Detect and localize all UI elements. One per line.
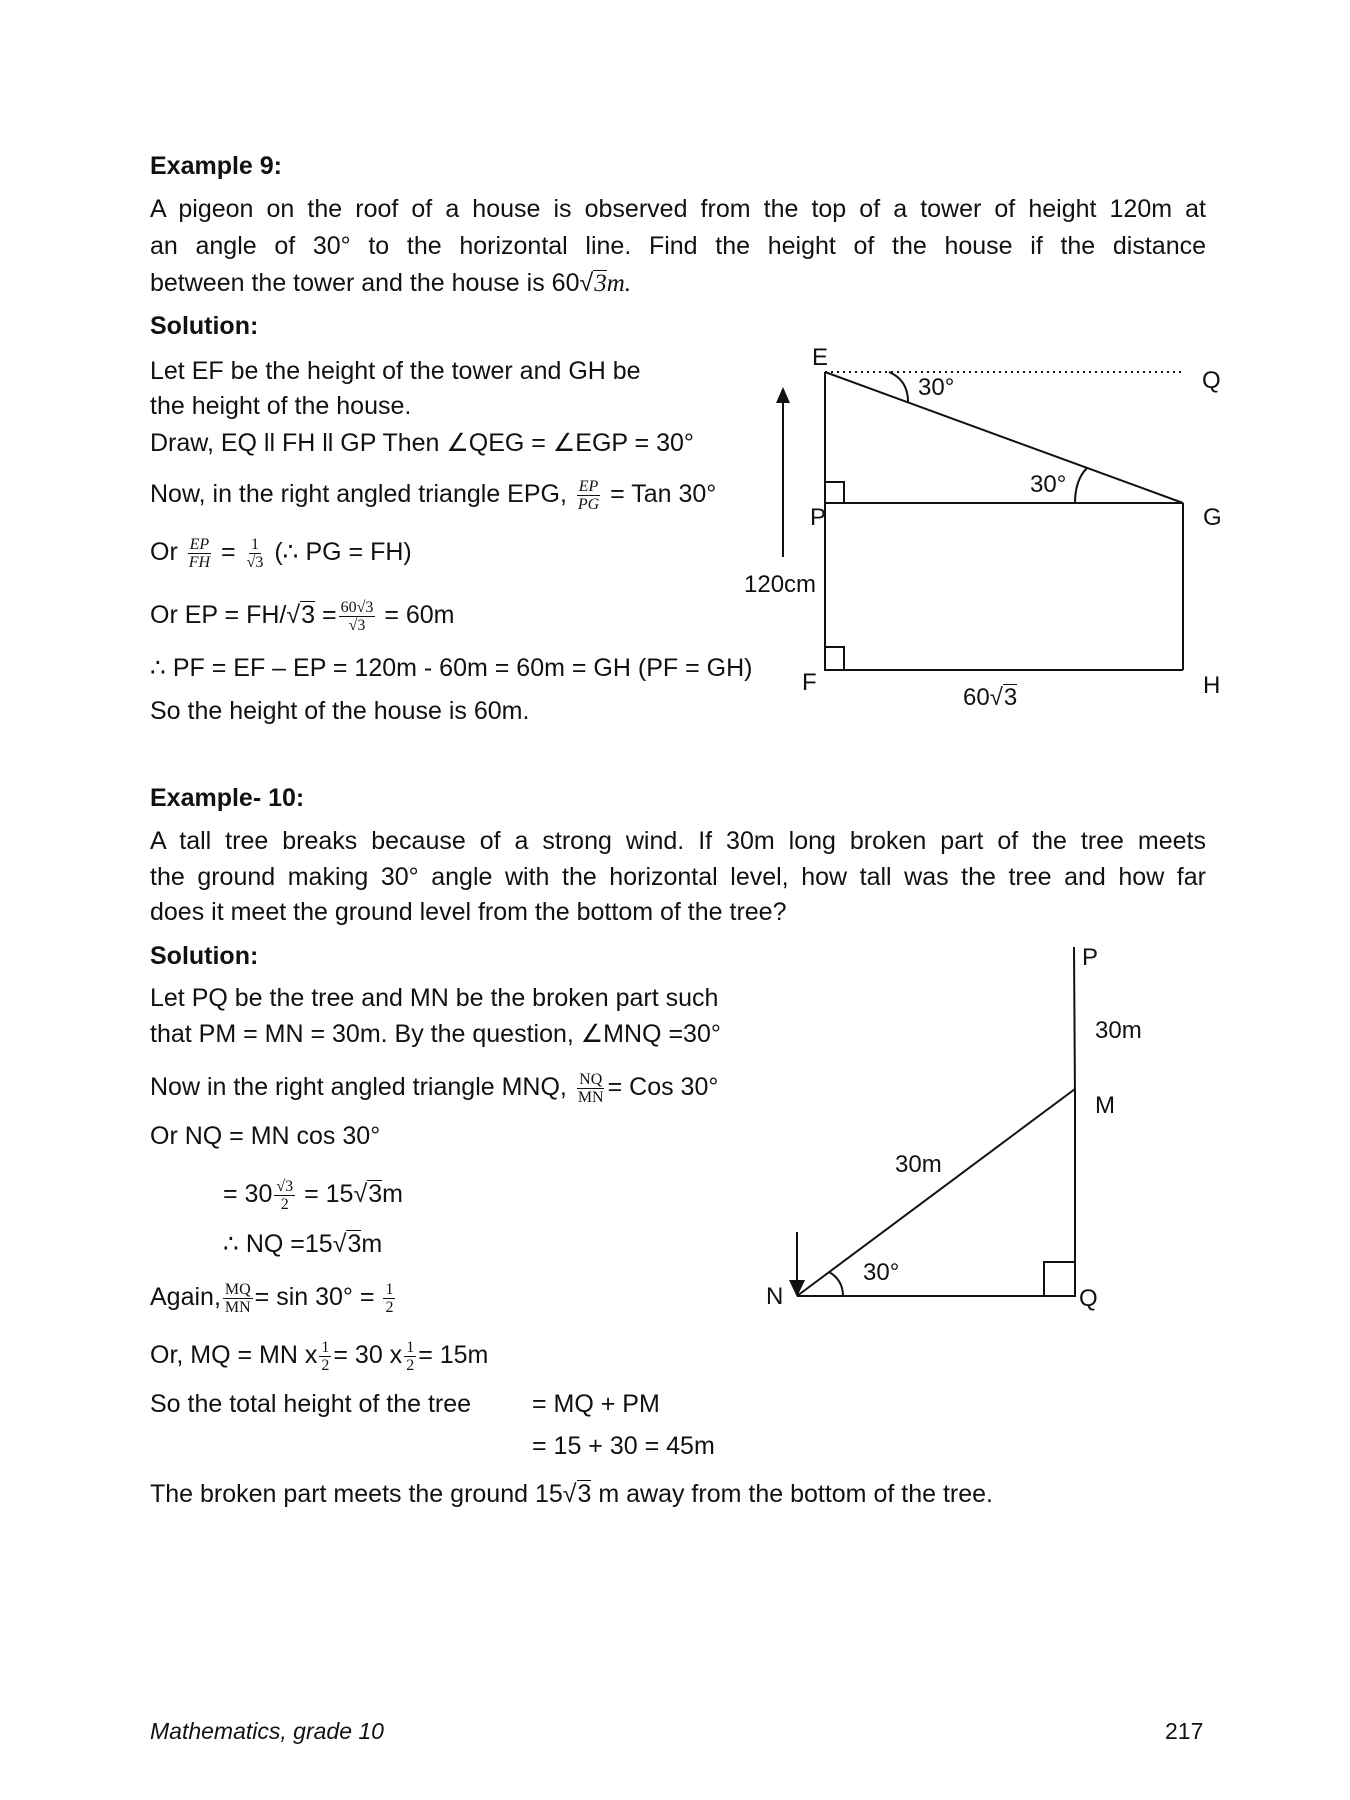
sqrt-radicand: 3: [301, 601, 316, 630]
label-angle-g: 30°: [1030, 471, 1067, 498]
text: = sin 30° =: [254, 1283, 375, 1312]
denominator: 2: [406, 1357, 415, 1374]
example-9-solution-heading: Solution:: [150, 312, 259, 340]
numerator: EP: [189, 536, 210, 553]
right-angle-q-marker: [1044, 1262, 1075, 1296]
text: 60: [963, 684, 990, 711]
sqrt-radicand: 3: [347, 1230, 362, 1258]
text: The broken part meets the ground 15: [150, 1480, 563, 1508]
numerator: 1: [250, 536, 259, 553]
numerator: EP: [578, 478, 599, 495]
numerator: √3: [276, 1178, 294, 1195]
unit: m: [382, 1180, 403, 1209]
solution-9-line-3: Draw, EQ ll FH ll GP Then ∠QEG = ∠EGP = 30°: [150, 429, 694, 457]
denominator: √3: [348, 617, 366, 634]
numerator: 1: [321, 1339, 330, 1356]
sqrt-radicand: 3: [368, 1180, 383, 1209]
example-9-heading: Example 9:: [150, 152, 283, 180]
example-10-solution-heading: Solution:: [150, 942, 259, 970]
label-pm-30m: 30m: [1095, 1017, 1142, 1044]
text: (∴ PG = FH): [274, 538, 412, 567]
page-number: 217: [1165, 1718, 1204, 1744]
numerator: 1: [385, 1281, 394, 1298]
unit: m: [361, 1230, 383, 1258]
solution-10-line-4: Or NQ = MN cos 30°: [150, 1122, 381, 1150]
solution-9-line-8: So the height of the house is 60m.: [150, 697, 530, 725]
text: Or, MQ = MN x: [150, 1341, 318, 1370]
numerator: 1: [406, 1339, 415, 1356]
label-f: F: [802, 669, 817, 696]
broken-part-mn: [797, 1089, 1075, 1296]
denominator: 2: [385, 1299, 394, 1316]
label-base-60root3: 60√3: [963, 684, 1018, 711]
denominator: PG: [577, 496, 600, 513]
example-9-problem-line-1: A pigeon on the roof of a house is observed from the top of a tower of height 120m at: [150, 195, 1206, 223]
denominator: √3: [246, 554, 264, 571]
label-angle-n: 30°: [863, 1259, 900, 1286]
example-10-problem-line-2: the ground making 30° angle with the horizontal level, how tall was the tree and how far: [150, 863, 1206, 891]
example-10-problem-line-1: A tall tree breaks because of a strong wind. If 30m long broken part of the tree meets: [150, 827, 1206, 855]
denominator: 2: [280, 1196, 289, 1213]
label-p: P: [1082, 944, 1099, 971]
text: Again,: [150, 1283, 221, 1312]
text: ∴ NQ =15: [223, 1230, 333, 1258]
label-m: M: [1095, 1092, 1115, 1119]
example-10-heading: Example- 10:: [150, 784, 305, 812]
label-h: H: [1203, 672, 1221, 699]
solution-10-line-6: ∴ NQ =15√3m: [223, 1230, 383, 1258]
problem-text: between the tower and the house is 60: [150, 269, 580, 297]
solution-10-line-1: Let PQ be the tree and MN be the broken part such: [150, 984, 719, 1012]
denominator: FH: [188, 554, 211, 571]
label-height-120cm: 120cm: [744, 571, 817, 598]
label-p: P: [810, 504, 827, 531]
arrow-down-icon: [789, 1280, 805, 1297]
label-angle-top: 30°: [918, 374, 955, 401]
text: = 30 x: [333, 1341, 403, 1370]
solution-10-line-5: = 30 $\frac{√3}{2}$ = 15√3m: [223, 1178, 403, 1213]
text: Now, in the right angled triangle EPG,: [150, 480, 567, 509]
text: =: [221, 538, 236, 567]
label-mn-30m: 30m: [895, 1151, 942, 1178]
solution-10-line-10: = 15 + 30 = 45m: [532, 1432, 715, 1460]
text: = Tan 30°: [610, 480, 717, 509]
label-q: Q: [1202, 367, 1221, 394]
label-n: N: [766, 1283, 784, 1310]
example-9-problem-line-2: an angle of 30° to the horizontal line. Find the height of the house if the distance: [150, 232, 1206, 260]
text: = 60m: [384, 601, 455, 630]
solution-9-line-2: the height of the house.: [150, 392, 412, 420]
numerator: MQ: [224, 1281, 251, 1298]
text: = 15: [304, 1180, 354, 1209]
text: = 15m: [418, 1341, 489, 1370]
text: m away from the bottom of the tree.: [591, 1480, 993, 1508]
numerator: 60√3: [340, 599, 374, 616]
solution-10-line-9-left: So the total height of the tree: [150, 1390, 472, 1418]
text: Or EP = FH/: [150, 601, 287, 630]
text: = 30: [223, 1180, 273, 1209]
angle-arc-n: [829, 1272, 843, 1296]
solution-10-conclusion: The broken part meets the ground 15√3 m away from the bottom of the tree.: [150, 1480, 993, 1508]
denominator: MN: [577, 1089, 604, 1106]
solution-10-line-9-right: = MQ + PM: [532, 1390, 660, 1418]
text: =: [321, 601, 337, 630]
text: Now in the right angled triangle MNQ,: [150, 1073, 567, 1102]
sqrt-radicand: 3: [594, 270, 607, 297]
footer-book-title: Mathematics, grade 10: [150, 1718, 384, 1744]
text: = Cos 30°: [607, 1073, 719, 1102]
solution-9-line-1: Let EF be the height of the tower and GH be: [150, 357, 641, 385]
solution-10-line-2: that PM = MN = 30m. By the question, ∠MNQ =30°: [150, 1020, 721, 1048]
tree-upper-line-pm: [1074, 947, 1075, 1100]
solution-9-line-7: ∴ PF = EF – EP = 120m - 60m = 60m = GH (PF = GH): [150, 654, 753, 682]
text: Or: [150, 538, 178, 567]
denominator: 2: [321, 1357, 330, 1374]
example-9-problem-line-3: between the tower and the house is 60√3m.: [150, 269, 632, 297]
unit: m.: [606, 270, 632, 297]
label-q: Q: [1079, 1285, 1098, 1312]
denominator: MN: [224, 1299, 251, 1316]
label-g: G: [1203, 504, 1222, 531]
numerator: NQ: [579, 1071, 603, 1088]
sqrt-radicand: 3: [1003, 684, 1018, 711]
sqrt-radicand: 3: [577, 1480, 592, 1508]
example-10-problem-line-3: does it meet the ground level from the bottom of the tree?: [150, 898, 787, 926]
label-e: E: [812, 344, 829, 371]
solution-9-line-6: Or EP = FH/√3 = $\frac{60√3}{√3}$ = 60m: [150, 599, 455, 634]
